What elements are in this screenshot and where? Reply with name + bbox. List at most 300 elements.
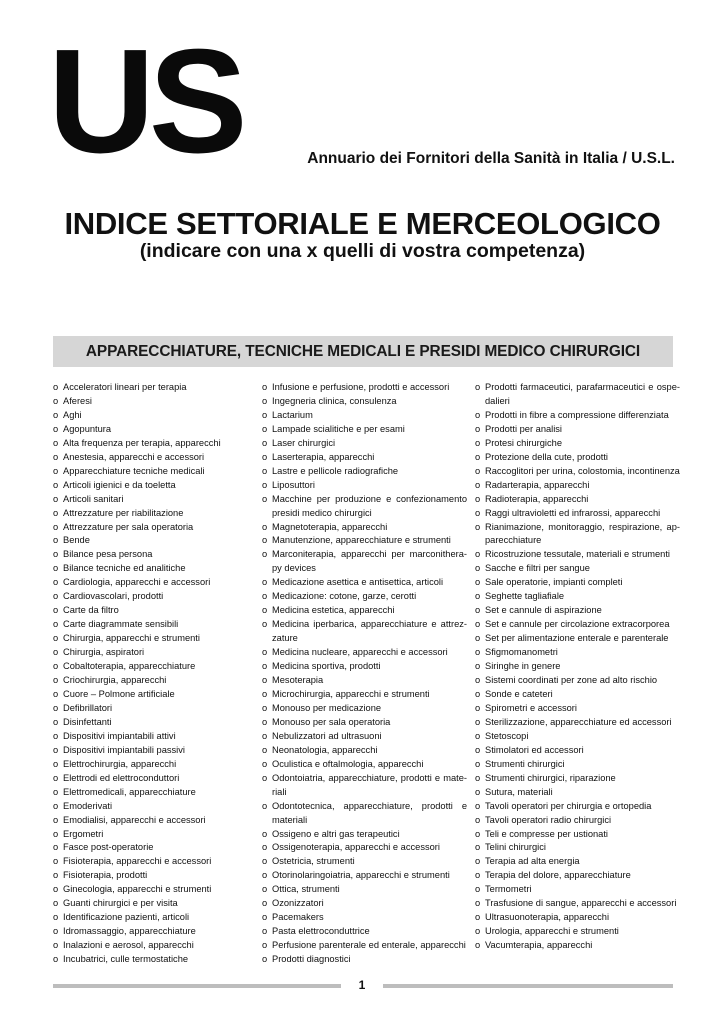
checkbox-bullet: o — [262, 479, 268, 490]
checkbox-bullet: o — [53, 842, 59, 853]
category-item-label: Chirurgia, apparecchi e strumenti — [63, 633, 200, 644]
category-item[interactable] — [475, 423, 680, 437]
category-item[interactable] — [262, 437, 467, 451]
checkbox-bullet: o — [475, 437, 481, 448]
checkbox-bullet: o — [475, 409, 481, 420]
category-item-label: Chirurgia, aspiratori — [63, 647, 145, 658]
checkbox-bullet: o — [475, 702, 481, 713]
checkbox-bullet: o — [475, 898, 481, 909]
category-item-label: Cuore – Polmone artificiale — [63, 688, 175, 699]
category-item-label: Elettrodi ed elettroconduttori — [63, 772, 180, 783]
category-item[interactable] — [53, 730, 258, 744]
category-item[interactable] — [262, 395, 467, 409]
category-item[interactable] — [53, 576, 258, 590]
category-item-label: Sutura, materiali — [485, 786, 553, 797]
section-banner — [53, 336, 673, 367]
category-item[interactable] — [53, 897, 258, 911]
category-item-label: Dispositivi impiantabili attivi — [63, 730, 176, 741]
checkbox-bullet: o — [475, 507, 481, 518]
checkbox-bullet: o — [53, 828, 59, 839]
category-item-label: Neonatologia, apparecchi — [272, 744, 378, 755]
checkbox-bullet: o — [262, 898, 268, 909]
category-item-label: Fisioterapia, prodotti — [63, 870, 148, 881]
checkbox-bullet: o — [262, 423, 268, 434]
checkbox-bullet: o — [53, 549, 59, 560]
category-item[interactable] — [262, 688, 467, 702]
category-item[interactable] — [475, 618, 680, 632]
category-item-label: Acceleratori lineari per terapia — [63, 382, 187, 392]
category-item-label: Raccoglitori per urina, colostomia, incontinenza — [485, 465, 680, 476]
category-item-label: Otorinolaringoiatria, apparecchi e strumenti — [272, 870, 450, 881]
category-item[interactable] — [53, 674, 258, 688]
category-item[interactable] — [53, 548, 258, 562]
category-item-label: Raggi ultravioletti ed infrarossi, apparecchi — [485, 507, 661, 518]
category-item-label: Elettromedicali, apparecchiature — [63, 786, 196, 797]
page-instructions: (indicare con una x quelli di vostra competenza) — [139, 240, 586, 262]
checkbox-bullet: o — [53, 954, 59, 965]
category-item-label: Prodotti per analisi — [485, 423, 562, 434]
category-item-label: Ozonizzatori — [272, 898, 324, 909]
category-item[interactable] — [53, 883, 258, 897]
checkbox-bullet: o — [475, 577, 481, 588]
checkbox-bullet: o — [53, 814, 59, 825]
checkbox-bullet: o — [53, 493, 59, 504]
category-item-label: Elettrochirurgia, apparecchi — [63, 758, 177, 769]
category-item[interactable] — [475, 632, 680, 646]
checkbox-bullet: o — [53, 744, 59, 755]
category-item[interactable] — [262, 660, 467, 674]
category-item-label: Medicazione asettica e antisettica, articoli — [272, 577, 444, 588]
category-item[interactable] — [262, 744, 467, 758]
checkbox-bullet: o — [53, 898, 59, 909]
category-item[interactable] — [262, 381, 467, 395]
category-item[interactable] — [475, 911, 680, 925]
checkbox-bullet: o — [475, 912, 481, 923]
category-item[interactable] — [53, 465, 258, 479]
category-item-label: Lactarium — [272, 409, 313, 420]
category-item-label: Idromassaggio, apparecchiature — [63, 926, 196, 937]
category-item[interactable] — [475, 437, 680, 451]
category-item[interactable] — [475, 744, 680, 758]
category-item-label: Urologia, apparecchi e strumenti — [485, 926, 619, 937]
checkbox-bullet: o — [475, 591, 481, 602]
category-item-label: Set e cannule di aspirazione — [485, 605, 602, 616]
checkbox-bullet: o — [262, 870, 268, 881]
category-item-label: Inalazioni e aerosol, apparecchi — [63, 940, 194, 951]
checkbox-bullet: o — [475, 647, 481, 658]
checkbox-bullet: o — [475, 521, 481, 532]
category-item[interactable] — [475, 604, 680, 618]
category-item-label: Set e cannule per circolazione extracorporea — [485, 619, 670, 630]
checkbox-bullet: o — [53, 563, 59, 574]
category-item[interactable] — [53, 451, 258, 465]
checkbox-bullet: o — [262, 577, 268, 588]
category-item[interactable] — [475, 465, 680, 479]
category-item-label: Incubatrici, culle termostatiche — [63, 954, 189, 965]
category-item[interactable] — [262, 423, 467, 437]
category-item-label: Radioterapia, apparecchi — [485, 493, 589, 504]
category-item[interactable] — [475, 576, 680, 590]
category-item[interactable] — [475, 409, 680, 423]
category-item[interactable] — [53, 409, 258, 423]
page-number: 1 — [358, 978, 366, 992]
checkbox-bullet: o — [262, 661, 268, 672]
checkbox-bullet: o — [53, 423, 59, 434]
checkbox-bullet: o — [262, 758, 268, 769]
checkbox-bullet: o — [53, 702, 59, 713]
category-item-label: Ginecologia, apparecchi e strumenti — [63, 884, 212, 895]
checkbox-bullet: o — [262, 465, 268, 476]
category-item[interactable] — [262, 758, 467, 772]
checkbox-bullet: o — [475, 479, 481, 490]
category-item[interactable] — [475, 381, 680, 409]
category-item[interactable] — [475, 688, 680, 702]
category-item-label: Aghi — [63, 409, 82, 420]
category-item-label: Ultrasuonoterapia, apparecchi — [485, 912, 610, 923]
checkbox-bullet: o — [475, 549, 481, 560]
checkbox-bullet: o — [53, 675, 59, 686]
section-heading: APPARECCHIATURE, TECNICHE MEDICALI E PRESIDI MEDICO CHIRURGICI — [85, 342, 641, 360]
category-item-label: Prodotti in fibre a compressione differenziata — [485, 409, 669, 420]
category-item-label: Ottica, strumenti — [272, 884, 340, 895]
category-item[interactable] — [53, 646, 258, 660]
category-item[interactable] — [53, 786, 258, 800]
category-item[interactable] — [53, 521, 258, 535]
category-item[interactable] — [475, 674, 680, 688]
checkbox-bullet: o — [53, 772, 59, 783]
checkbox-bullet: o — [53, 521, 59, 532]
category-item[interactable] — [53, 395, 258, 409]
category-item-label: Articoli igienici e da toeletta — [63, 479, 176, 490]
page-title: INDICE SETTORIALE E MERCEOLOGICO — [64, 206, 661, 241]
publication-subtitle: Annuario dei Fornitori della Sanità in Italia / U.S.L. — [307, 150, 675, 167]
category-item[interactable] — [53, 925, 258, 939]
checkbox-bullet: o — [262, 382, 268, 392]
category-item-label: Ingegneria clinica, consulenza — [272, 395, 397, 406]
category-item-label: Sonde e cateteri — [485, 688, 553, 699]
category-item-label: Medicazione: cotone, garze, cerotti — [272, 591, 417, 602]
category-item-label: Prodotti diagnostici — [272, 954, 351, 965]
category-item-label: Ergometri — [63, 828, 104, 839]
category-item-label: Laserterapia, apparecchi — [272, 451, 375, 462]
category-item[interactable] — [262, 493, 467, 521]
checkbox-bullet: o — [262, 493, 268, 504]
checkbox-bullet: o — [53, 870, 59, 881]
category-item[interactable] — [475, 479, 680, 493]
category-item[interactable] — [475, 507, 680, 521]
category-column-2 — [262, 381, 467, 967]
checkbox-bullet: o — [53, 758, 59, 769]
category-item-label: Laser chirurgici — [272, 437, 336, 448]
category-item[interactable] — [53, 716, 258, 730]
category-item[interactable] — [53, 562, 258, 576]
category-item[interactable] — [262, 828, 467, 842]
category-item-label: Macchine per produzione e confezionamento presidi medico chirurgici — [272, 493, 467, 518]
category-item[interactable] — [53, 618, 258, 632]
category-item-label: Sfigmomanometri — [485, 647, 558, 658]
category-item-label: Fasce post-operatorie — [63, 842, 154, 853]
checkbox-bullet: o — [53, 619, 59, 630]
category-item[interactable] — [53, 381, 258, 395]
category-item-label: Medicina iperbarica, apparecchiature e attrez-zature — [272, 619, 467, 644]
checkbox-bullet: o — [262, 675, 268, 686]
checkbox-bullet: o — [475, 926, 481, 937]
category-item-label: Magnetoterapia, apparecchi — [272, 521, 388, 532]
category-item-label: Nebulizzatori ad ultrasuoni — [272, 730, 382, 741]
checkbox-bullet: o — [262, 647, 268, 658]
category-item-label: Lampade scialitiche e per esami — [272, 423, 405, 434]
category-item[interactable] — [475, 841, 680, 855]
checkbox-bullet: o — [53, 451, 59, 462]
category-item-label: Terapia del dolore, apparecchiature — [485, 870, 631, 881]
category-item[interactable] — [262, 841, 467, 855]
category-item-label: Infusione e perfusione, prodotti e accessori — [272, 382, 450, 392]
category-item[interactable] — [475, 590, 680, 604]
category-item[interactable] — [53, 828, 258, 842]
category-item[interactable] — [262, 730, 467, 744]
category-item[interactable] — [262, 451, 467, 465]
category-item-label: Vacumterapia, apparecchi — [485, 940, 593, 951]
checkbox-bullet: o — [53, 926, 59, 937]
footer-rule-left — [53, 984, 341, 988]
checkbox-bullet: o — [53, 395, 59, 406]
category-item[interactable] — [53, 814, 258, 828]
category-item[interactable] — [262, 897, 467, 911]
checkbox-bullet: o — [53, 940, 59, 951]
category-item[interactable] — [53, 507, 258, 521]
category-item[interactable] — [53, 660, 258, 674]
category-item[interactable] — [262, 590, 467, 604]
category-item[interactable] — [475, 758, 680, 772]
checkbox-bullet: o — [475, 884, 481, 895]
category-item-label: Odontoiatria, apparecchiature, prodotti e mate-riali — [272, 772, 467, 797]
category-item[interactable] — [53, 534, 258, 548]
category-item[interactable] — [475, 883, 680, 897]
category-item[interactable] — [53, 632, 258, 646]
category-item[interactable] — [262, 646, 467, 660]
checkbox-bullet: o — [53, 507, 59, 518]
category-item-label: Odontotecnica, apparecchiature, prodotti e materiali — [272, 800, 467, 825]
checkbox-bullet: o — [475, 563, 481, 574]
category-item[interactable] — [475, 897, 680, 911]
category-item-label: Liposuttori — [272, 479, 315, 490]
category-item-label: Ossigeno e altri gas terapeutici — [272, 828, 400, 839]
checkbox-bullet: o — [262, 828, 268, 839]
checkbox-bullet: o — [262, 605, 268, 616]
category-item-label: Carte da filtro — [63, 605, 119, 616]
category-item[interactable] — [475, 702, 680, 716]
category-item[interactable] — [262, 409, 467, 423]
checkbox-bullet: o — [53, 409, 59, 420]
checkbox-bullet: o — [262, 730, 268, 741]
category-item-label: Strumenti chirurgici — [485, 758, 565, 769]
checkbox-bullet: o — [262, 912, 268, 923]
category-item-label: Rianimazione, monitoraggio, respirazione, ap-parecchiature — [485, 521, 680, 546]
category-item[interactable] — [475, 925, 680, 939]
category-item[interactable] — [262, 939, 467, 953]
category-item-label: Monouso per medicazione — [272, 702, 382, 713]
category-item-label: Agopuntura — [63, 423, 112, 434]
checkbox-bullet: o — [53, 535, 59, 546]
category-item[interactable] — [53, 841, 258, 855]
checkbox-bullet: o — [262, 940, 268, 951]
checkbox-bullet: o — [475, 856, 481, 867]
category-item-label: Protesi chirurgiche — [485, 437, 562, 448]
category-item[interactable] — [475, 855, 680, 869]
category-item[interactable] — [475, 772, 680, 786]
category-item-label: Defibrillatori — [63, 702, 113, 713]
checkbox-bullet: o — [53, 800, 59, 811]
category-item-label: Ostetricia, strumenti — [272, 856, 355, 867]
checkbox-bullet: o — [53, 437, 59, 448]
category-item[interactable] — [475, 869, 680, 883]
category-item[interactable] — [53, 869, 258, 883]
checkbox-bullet: o — [262, 451, 268, 462]
checkbox-bullet: o — [262, 716, 268, 727]
checkbox-bullet: o — [475, 940, 481, 951]
category-item[interactable] — [475, 548, 680, 562]
checkbox-bullet: o — [475, 744, 481, 755]
checkbox-bullet: o — [475, 814, 481, 825]
category-item-label: Monouso per sala operatoria — [272, 716, 391, 727]
category-item-label: Ricostruzione tessutale, materiali e strumenti — [485, 549, 670, 560]
category-item[interactable] — [53, 758, 258, 772]
category-item[interactable] — [53, 479, 258, 493]
category-item[interactable] — [53, 855, 258, 869]
category-item[interactable] — [475, 562, 680, 576]
checkbox-bullet: o — [53, 465, 59, 476]
category-item[interactable] — [53, 702, 258, 716]
category-item-label: Protezione della cute, prodotti — [485, 451, 609, 462]
category-item[interactable] — [475, 493, 680, 507]
checkbox-bullet: o — [475, 758, 481, 769]
category-item[interactable] — [262, 869, 467, 883]
category-item[interactable] — [475, 646, 680, 660]
checkbox-bullet: o — [262, 954, 268, 965]
category-item[interactable] — [53, 800, 258, 814]
category-item[interactable] — [53, 772, 258, 786]
category-item[interactable] — [475, 451, 680, 465]
category-item[interactable] — [262, 465, 467, 479]
footer-rule-right — [383, 984, 673, 988]
category-item-label: Cardiovascolari, prodotti — [63, 591, 164, 602]
category-item-label: Medicina estetica, apparecchi — [272, 605, 395, 616]
category-item[interactable] — [262, 534, 467, 548]
category-item[interactable] — [262, 674, 467, 688]
category-item[interactable] — [53, 688, 258, 702]
category-item-label: Tavoli operatori per chirurgia e ortopedia — [485, 800, 652, 811]
category-item[interactable] — [475, 828, 680, 842]
checkbox-bullet: o — [53, 856, 59, 867]
category-item[interactable] — [53, 911, 258, 925]
category-item[interactable] — [475, 730, 680, 744]
category-item[interactable] — [53, 437, 258, 451]
category-item-label: Oculistica e oftalmologia, apparecchi — [272, 758, 424, 769]
category-item[interactable] — [53, 744, 258, 758]
category-item[interactable] — [262, 521, 467, 535]
category-item[interactable] — [262, 953, 467, 967]
checkbox-bullet: o — [262, 800, 268, 811]
category-item[interactable] — [475, 800, 680, 814]
checkbox-bullet: o — [262, 437, 268, 448]
category-item-label: Anestesia, apparecchi e accessori — [63, 451, 205, 462]
category-item-label: Medicina nucleare, apparecchi e accessori — [272, 647, 448, 658]
category-item-label: Spirometri e accessori — [485, 702, 577, 713]
checkbox-bullet: o — [53, 912, 59, 923]
category-item-label: Medicina sportiva, prodotti — [272, 661, 381, 672]
category-item[interactable] — [53, 953, 258, 967]
category-item[interactable] — [53, 493, 258, 507]
category-item[interactable] — [262, 911, 467, 925]
category-item[interactable] — [262, 479, 467, 493]
checkbox-bullet: o — [262, 842, 268, 853]
checkbox-bullet: o — [262, 744, 268, 755]
checkbox-bullet: o — [475, 716, 481, 727]
checkbox-bullet: o — [262, 619, 268, 630]
category-item[interactable] — [262, 772, 467, 800]
category-item[interactable] — [475, 786, 680, 800]
category-item[interactable] — [262, 716, 467, 730]
checkbox-bullet: o — [475, 828, 481, 839]
category-item-label: Bilance pesa persona — [63, 549, 153, 560]
checkbox-bullet: o — [262, 591, 268, 602]
checkbox-bullet: o — [53, 716, 59, 727]
checkbox-bullet: o — [53, 884, 59, 895]
category-item-label: Mesoterapia — [272, 675, 324, 686]
checkbox-bullet: o — [475, 619, 481, 630]
category-item[interactable] — [53, 590, 258, 604]
checkbox-bullet: o — [475, 675, 481, 686]
checkbox-bullet: o — [262, 535, 268, 546]
category-item[interactable] — [475, 814, 680, 828]
category-item[interactable] — [475, 716, 680, 730]
category-item[interactable] — [262, 576, 467, 590]
category-item[interactable] — [475, 521, 680, 549]
category-item[interactable] — [262, 604, 467, 618]
category-item-label: Prodotti farmaceutici, parafarmaceutici e ospe-dalieri — [485, 382, 680, 406]
category-item[interactable] — [53, 423, 258, 437]
category-item[interactable] — [475, 660, 680, 674]
category-item[interactable] — [262, 702, 467, 716]
category-item[interactable] — [262, 618, 467, 646]
checkbox-bullet: o — [475, 842, 481, 853]
category-item[interactable] — [262, 925, 467, 939]
category-item[interactable] — [53, 939, 258, 953]
category-item-label: Ossigenoterapia, apparecchi e accessori — [272, 842, 440, 853]
checkbox-bullet: o — [475, 423, 481, 434]
checkbox-bullet: o — [475, 493, 481, 504]
category-item-label: Set per alimentazione enterale e parenterale — [485, 633, 669, 644]
category-item[interactable] — [262, 548, 467, 576]
checkbox-bullet: o — [53, 688, 59, 699]
checkbox-bullet: o — [53, 382, 59, 392]
category-item[interactable] — [53, 604, 258, 618]
category-item[interactable] — [475, 939, 680, 953]
checkbox-bullet: o — [53, 786, 59, 797]
checkbox-bullet: o — [53, 577, 59, 588]
category-item-label: Disinfettanti — [63, 716, 112, 727]
checkbox-bullet: o — [262, 702, 268, 713]
category-item[interactable] — [262, 883, 467, 897]
category-item-label: Criochirurgia, apparecchi — [63, 675, 167, 686]
checkbox-bullet: o — [475, 870, 481, 881]
checkbox-bullet: o — [475, 786, 481, 797]
category-item[interactable] — [262, 800, 467, 828]
category-item[interactable] — [262, 855, 467, 869]
checkbox-bullet: o — [475, 605, 481, 616]
category-item-label: Emodialisi, apparecchi e accessori — [63, 814, 206, 825]
category-column-3 — [475, 381, 680, 953]
